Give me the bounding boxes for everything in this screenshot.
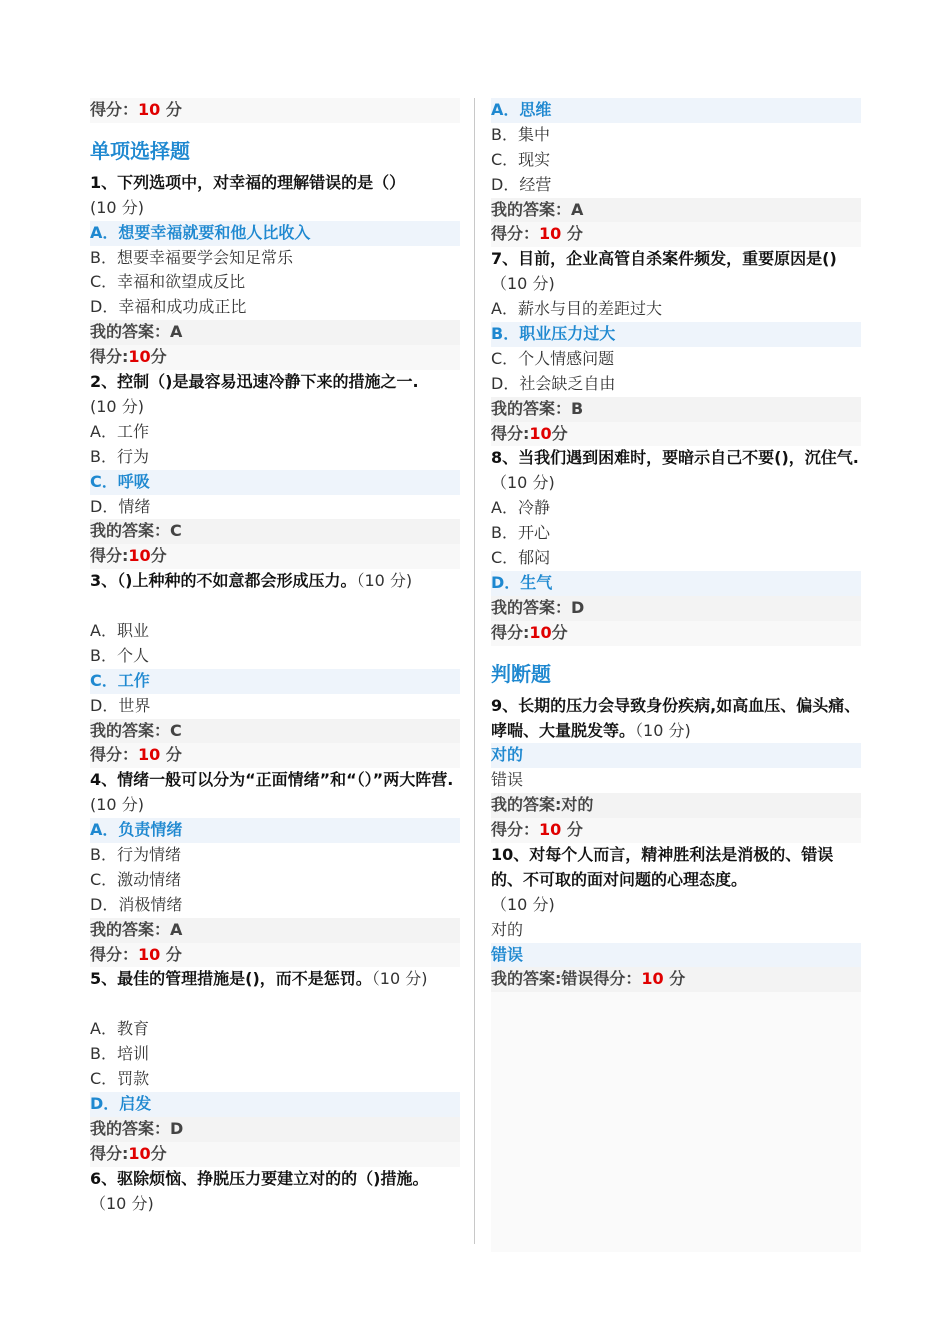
option-4c[interactable]: C．激动情绪 — [90, 869, 182, 889]
empty-answer-area — [491, 992, 861, 1252]
option-9-true[interactable]: 对的 — [491, 743, 861, 768]
score-8: 得分:10分 — [491, 621, 861, 646]
option-7d[interactable]: D．社会缺乏自由 — [491, 373, 616, 393]
left-column — [90, 98, 460, 1216]
option-1c[interactable]: C．幸福和欲望成反比 — [90, 272, 246, 292]
option-2b[interactable]: B．行为 — [90, 446, 149, 466]
my-answer-10: 我的答案:错误得分：10 分 — [491, 967, 861, 992]
option-10-false[interactable]: 错误 — [491, 943, 861, 968]
my-answer-7: 我的答案：B — [491, 397, 861, 422]
score-4: 得分：10 分 — [90, 943, 460, 968]
option-8b[interactable]: B．开心 — [491, 523, 550, 543]
option-5b[interactable]: B．培训 — [90, 1044, 149, 1064]
option-3a[interactable]: A．职业 — [90, 620, 149, 640]
section-title-single-choice: 单项选择题 — [90, 138, 190, 163]
option-1a[interactable]: A．想要幸福就要和他人比收入 — [90, 221, 460, 246]
score-3: 得分：10 分 — [90, 743, 460, 768]
question-7: 7、目前，企业高管自杀案件频发，重要原因是()（10 分) — [491, 249, 837, 294]
score-row: 得分：10 分 — [90, 98, 460, 123]
question-3: 3、（)上种种的不如意都会形成压力。（10 分) — [90, 571, 413, 591]
option-8a[interactable]: A．冷静 — [491, 498, 550, 518]
option-7a[interactable]: A．薪水与目的差距过大 — [491, 299, 662, 319]
question-8: 8、当我们遇到困难时，要暗示自己不要()，沉住气.（10 分) — [491, 448, 859, 493]
option-7c[interactable]: C．个人情感问题 — [491, 348, 615, 368]
score-5: 得分:10分 — [90, 1142, 460, 1167]
option-2a[interactable]: A．工作 — [90, 421, 149, 441]
option-9-false[interactable]: 错误 — [491, 770, 524, 790]
right-column — [491, 98, 861, 1252]
option-10-true[interactable]: 对的 — [491, 919, 524, 939]
option-4a[interactable]: A．负责情绪 — [90, 818, 460, 843]
my-answer-1: 我的答案：A — [90, 320, 460, 345]
question-1: 1、下列选项中，对幸福的理解错误的是（） (10 分) — [90, 172, 406, 217]
column-divider — [474, 98, 475, 1244]
option-5d[interactable]: D．启发 — [90, 1092, 460, 1117]
my-answer-5: 我的答案：D — [90, 1117, 460, 1142]
option-8d[interactable]: D．生气 — [491, 571, 861, 596]
my-answer-3: 我的答案：C — [90, 719, 460, 744]
option-6c[interactable]: C．现实 — [491, 149, 551, 169]
score-7: 得分:10分 — [491, 422, 861, 447]
my-answer-9: 我的答案:对的 — [491, 793, 861, 818]
option-3b[interactable]: B．个人 — [90, 645, 149, 665]
option-2d[interactable]: D．情绪 — [90, 496, 151, 516]
score-2: 得分:10分 — [90, 544, 460, 569]
option-1d[interactable]: D．幸福和成功成正比 — [90, 297, 247, 317]
option-7b[interactable]: B．职业压力过大 — [491, 322, 861, 347]
option-3c[interactable]: C．工作 — [90, 669, 460, 694]
section-title-judgement: 判断题 — [491, 661, 551, 686]
my-answer-6: 我的答案：A — [491, 198, 861, 223]
question-5: 5、最佳的管理措施是()，而不是惩罚。（10 分) — [90, 969, 428, 989]
option-1b[interactable]: B．想要幸福要学会知足常乐 — [90, 247, 293, 267]
question-9: 9、长期的压力会导致身份疾病,如高血压、偏头痛、哮喘、大量脱发等。（10 分) — [491, 695, 861, 740]
question-2: 2、控制（)是最容易迅速冷静下来的措施之一. (10 分) — [90, 372, 419, 416]
score-6: 得分：10 分 — [491, 222, 861, 247]
question-6: 6、驱除烦恼、挣脱压力要建立对的的（)措施。 （10 分) — [90, 1168, 429, 1213]
option-4d[interactable]: D．消极情绪 — [90, 894, 183, 914]
option-8c[interactable]: C．郁闷 — [491, 548, 551, 568]
question-4: 4、情绪一般可以分为“正面情绪”和“（）”两大阵营.(10 分) — [90, 770, 454, 815]
score-1: 得分:10分 — [90, 345, 460, 370]
score-9: 得分：10 分 — [491, 818, 861, 843]
option-2c[interactable]: C．呼吸 — [90, 470, 460, 495]
option-6b[interactable]: B．集中 — [491, 124, 550, 144]
question-10: 10、对每个人而言，精神胜利法是消极的、错误的、不可取的面对问题的心理态度。 （10 分) — [491, 844, 834, 914]
option-6a[interactable]: A．思维 — [491, 98, 861, 123]
option-5a[interactable]: A．教育 — [90, 1019, 149, 1039]
option-5c[interactable]: C．罚款 — [90, 1069, 150, 1089]
my-answer-8: 我的答案：D — [491, 596, 861, 621]
option-4b[interactable]: B．行为情绪 — [90, 845, 181, 864]
my-answer-4: 我的答案：A — [90, 918, 460, 943]
option-6d[interactable]: D．经营 — [491, 174, 552, 194]
my-answer-2: 我的答案：C — [90, 519, 460, 544]
option-3d[interactable]: D．世界 — [90, 695, 151, 715]
